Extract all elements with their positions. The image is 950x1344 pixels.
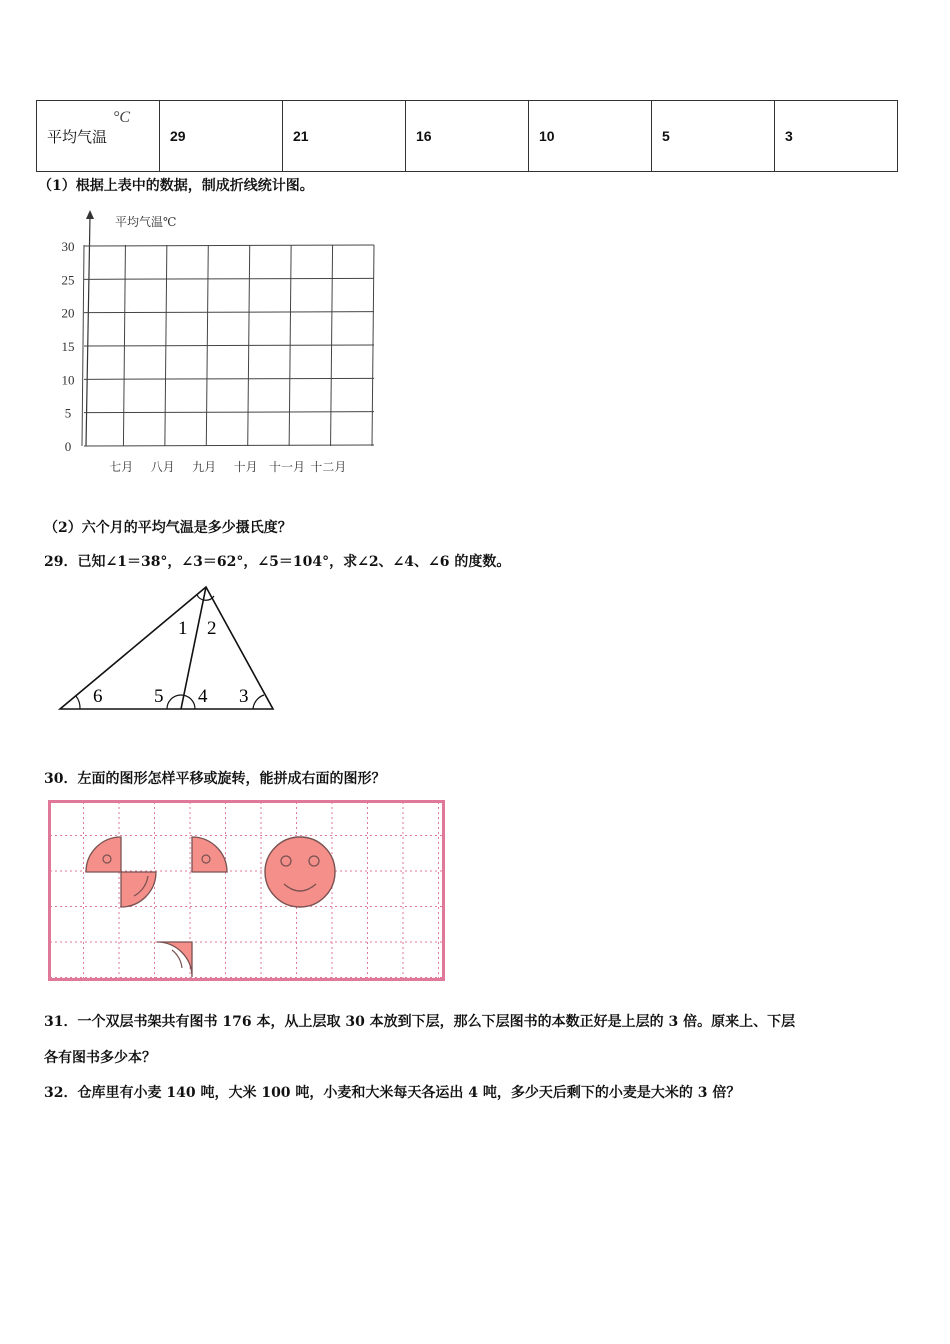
y-tick-label: 25: [61, 272, 75, 288]
smiley-face-target: [265, 837, 335, 907]
grid-line-horizontal: [84, 245, 374, 246]
grid-line-horizontal: [84, 278, 374, 279]
y-axis-arrow-icon: [86, 210, 94, 219]
angle-label-3: 3: [239, 686, 249, 707]
angle-label-2: 2: [207, 618, 217, 639]
y-axis-title: 平均气温℃: [115, 215, 177, 229]
table-row: [37, 101, 898, 172]
grid-line-horizontal: [84, 312, 374, 313]
grid-line-horizontal: [84, 378, 374, 379]
y-tick-label: 10: [61, 372, 75, 388]
quarter-circle-piece-b: [121, 872, 156, 907]
y-tick-label: 20: [61, 305, 75, 321]
table-header-cell: [37, 101, 160, 172]
temperature-table: [36, 100, 898, 172]
x-tick-label: 十二月: [310, 460, 347, 474]
question-32: 32．仓库里有小麦 140 吨，大米 100 吨，小麦和大米每天各运出 4 吨，多少天后剩下的小麦是大米的 3 倍？: [44, 1085, 741, 1101]
table-cell: 16: [406, 101, 529, 172]
quarter-circle-piece-d: [157, 942, 192, 977]
x-tick-label: 九月: [192, 460, 217, 474]
angle-label-6: 6: [93, 686, 103, 707]
x-tick-label: 十月: [233, 460, 258, 474]
x-tick-label: 八月: [150, 460, 175, 474]
table-cell: 10: [529, 101, 652, 172]
y-axis-line: [86, 216, 90, 446]
table-header-label: 平均气温: [47, 127, 108, 146]
quarter-circle-piece-c: [192, 837, 227, 872]
question-30: 30．左面的图形怎样平移或旋转，能拼成右面的图形？: [44, 771, 386, 787]
piece-d-smile-icon: [172, 950, 182, 968]
x-tick-label: 十一月: [268, 460, 306, 474]
triangle-figure: [50, 580, 290, 720]
angle-label-1: 1: [178, 618, 188, 639]
angle-arc-6: [76, 696, 80, 709]
question-28-part-2: （2）六个月的平均气温是多少摄氏度？: [44, 520, 292, 536]
chart-plot-area: [62, 210, 375, 474]
grid-line-horizontal: [84, 345, 374, 346]
grid-border: [50, 802, 444, 980]
x-tick-label: 七月: [109, 460, 134, 474]
y-tick-label: 5: [64, 405, 72, 421]
table-cell: 29: [160, 101, 283, 172]
question-29: 29．已知∠1＝38°，∠3＝62°，∠5＝104°，求∠2、∠4、∠6 的度数。: [44, 554, 511, 570]
quarter-circle-piece-a: [86, 837, 121, 872]
angle-arc-3: [253, 695, 264, 709]
angle-label-5: 5: [154, 686, 164, 707]
table-cell: 21: [283, 101, 406, 172]
y-tick-label: 0: [64, 439, 72, 454]
angle-label-4: 4: [198, 686, 208, 707]
puzzle-grid-figure: [48, 800, 446, 982]
y-tick-label: 15: [61, 339, 75, 354]
grid-line-vertical: [82, 245, 84, 446]
temperature-line-chart: [40, 200, 400, 485]
dotted-grid: [50, 802, 444, 980]
table-cell: 5: [652, 101, 775, 172]
question-28-part-1: （1）根据上表中的数据，制成折线统计图。: [38, 178, 314, 194]
question-31-continued: 各有图书多少本？: [44, 1050, 156, 1066]
temperature-unit: °C: [113, 109, 131, 126]
question-31: 31．一个双层书架共有图书 176 本，从上层取 30 本放到下层，那么下层图书的本数正好是上层的 3 倍。原来上、下层: [44, 1014, 796, 1030]
table-cell: 3: [775, 101, 898, 172]
y-tick-label: 30: [61, 239, 75, 254]
